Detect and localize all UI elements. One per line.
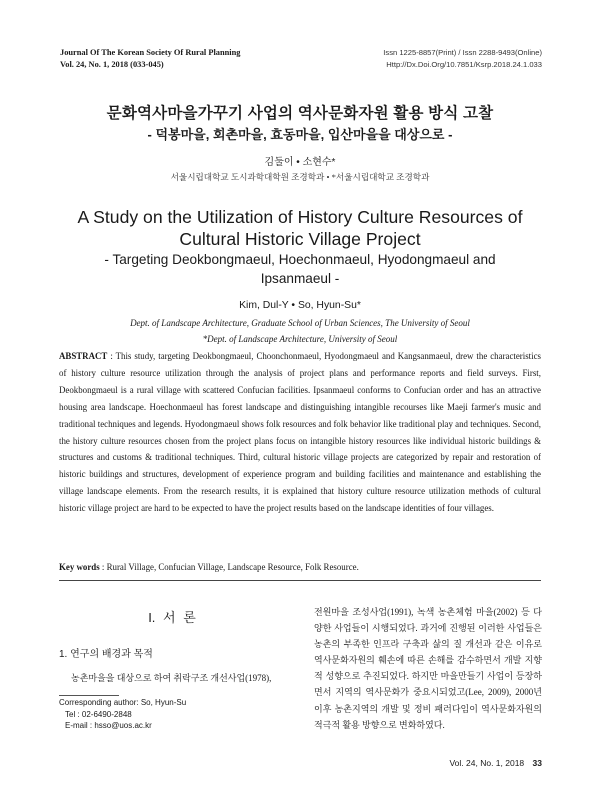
journal-header bbox=[60, 47, 240, 71]
issn-text: Issn 1225-8857(Print) / Issn 2288-9493(Online) bbox=[383, 48, 542, 57]
affiliation-english-1: Dept. of Landscape Architecture, Graduate School of Urban Sciences, The University of Seoul bbox=[130, 318, 470, 328]
title-korean: 문화역사마을가꾸기 사업의 역사문화자원 활용 방식 고찰 bbox=[106, 105, 494, 122]
section-heading bbox=[59, 607, 285, 626]
section-title-part2: 론 bbox=[183, 610, 196, 625]
section-title-part1: 서 bbox=[163, 610, 176, 625]
affiliation-english-2: *Dept. of Landscape Architecture, University of Seoul bbox=[202, 334, 398, 344]
keywords bbox=[59, 560, 541, 574]
keywords-text: : Rural Village, Confucian Village, Landscape Resource, Folk Resource. bbox=[99, 562, 359, 572]
journal-volume: Vol. 24, No. 1, 2018 (033-045) bbox=[60, 60, 164, 69]
title-english-line1: A Study on the Utilization of History Culture Resources of bbox=[77, 207, 523, 227]
issn-header bbox=[383, 47, 542, 71]
body-paragraph-right: 전원마을 조성사업(1991), 녹색 농촌체험 마을(2002) 등 다양한 사업들이 시행되었다. 과거에 진행된 이러한 사업들은 농촌의 부족한 인프라 구축과 삶의 질 개선과 같은 이유로 역사문화자원의 훼손에 따른 손해를 감수하면서 개발 지향적 성향으로 추진되었다. 하지만 마을만들기 사업이 등장하면서 지역의 역사문화가 중요시되었고(Lee, 2009), 2000년 이후 농촌지역의 개발 및 정비 패러다임이 역사문화자원의 적극적 활용 방향으로 변화하였다. bbox=[314, 607, 542, 730]
author-phone: Tel : 02-6490-2848 bbox=[65, 709, 132, 719]
corresponding-author: Corresponding author: So, Hyun-Su bbox=[59, 698, 187, 707]
footer-volume: Vol. 24, No. 1, 2018 bbox=[449, 758, 525, 768]
abstract-text: : This study, targeting Deokbongmaeul, Choonchonmaeul, Hyodongmaeul and Kangsanmaeul, drew the characteristics of history culture resource utilization through the analysis of project plans and performance reports and field surveys. First, Deokbongmaeul is a rural village with scattered Confucian facilities. Ipsanmaeul conforms to Confucian order and has an attractive housing area landscape. Hoechonmaeul has forest landscape and distinguishing intangible recourses like Maeji farmer's music and traditional techniques and legends. Hyodongmaeul shows folk resources and folk behavior like traditional play and techniques. Second, the history culture resources chosen from the project plans focus on intangible history resources like individual historic buildings & structures and customs & traditional techniques. Third, cultural historic village projects are categorized by repair and restoration of historic buildings and structures, development of experience program and building facilities and maintenance and establishing the village landscape elements. From the research results, it is explained that history culture resource utilization methods of cultural historic village project are hard to be expected to have the project results based on the landscape identities of four villages. bbox=[59, 351, 541, 514]
abstract bbox=[59, 348, 541, 517]
body-paragraph-left: 농촌마을을 대상으로 하여 취락구조 개선사업(1978), bbox=[71, 673, 272, 683]
subtitle-korean: - 덕봉마을, 회촌마을, 효동마을, 입산마을을 대상으로 - bbox=[147, 127, 453, 142]
journal-name: Journal Of The Korean Society Of Rural Planning bbox=[60, 48, 241, 57]
subsection-heading: 1. 연구의 배경과 목적 bbox=[59, 649, 153, 660]
keywords-label: Key words bbox=[59, 562, 100, 572]
footnote-divider bbox=[59, 695, 119, 696]
author-email[interactable]: E-mail : hsso@uos.ac.kr bbox=[65, 721, 152, 730]
keywords-divider bbox=[59, 580, 541, 581]
doi-link[interactable]: Http://Dx.Doi.Org/10.7851/Ksrp.2018.24.1.033 bbox=[386, 60, 542, 69]
page-number: 33 bbox=[532, 758, 542, 768]
title-english bbox=[60, 206, 540, 250]
section-number: I. bbox=[148, 610, 156, 625]
affiliation-korean: 서울시립대학교 도시과학대학원 조경학과 • *서울시립대학교 조경학과 bbox=[170, 172, 430, 182]
abstract-label: ABSTRACT bbox=[59, 351, 108, 361]
corresponding-author-footnote bbox=[59, 697, 186, 732]
authors-english: Kim, Dul-Y • So, Hyun-Su* bbox=[239, 300, 361, 311]
title-english-line2: Cultural Historic Village Project bbox=[179, 229, 421, 249]
subtitle-english: - Targeting Deokbongmaeul, Hoechonmaeul, Hyodongmaeul and Ipsanmaeul - bbox=[104, 252, 496, 286]
page-footer bbox=[449, 758, 542, 768]
authors-korean: 김둘이 • 소현수* bbox=[264, 157, 336, 168]
